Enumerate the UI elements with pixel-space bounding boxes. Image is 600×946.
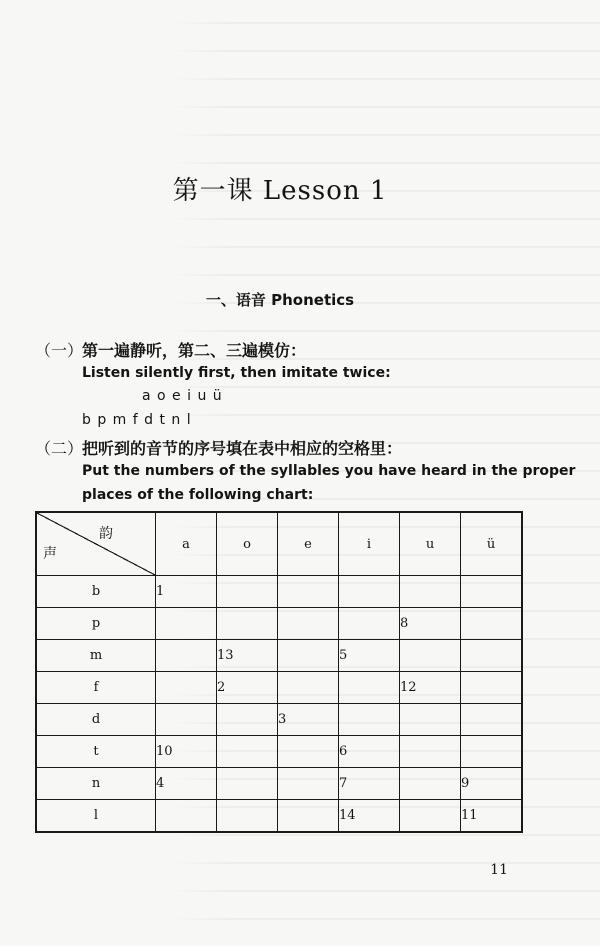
chart-cell bbox=[156, 800, 217, 833]
initial-label: l bbox=[36, 800, 156, 833]
chart-cell bbox=[278, 576, 339, 608]
chart-cell bbox=[400, 576, 461, 608]
initial-label: m bbox=[36, 640, 156, 672]
syllable-chart bbox=[35, 511, 523, 833]
corner-label-initials: 声 bbox=[43, 546, 57, 562]
chart-cell: 1 bbox=[156, 576, 217, 608]
initial-label: d bbox=[36, 704, 156, 736]
chart-cell: 10 bbox=[156, 736, 217, 768]
chart-cell bbox=[461, 704, 523, 736]
consonant-list: b p m f d t n l bbox=[82, 412, 191, 428]
chart-cell bbox=[217, 704, 278, 736]
chart-cell: 11 bbox=[461, 800, 523, 833]
chart-row bbox=[36, 640, 522, 672]
chart-cell bbox=[461, 576, 523, 608]
initial-label: t bbox=[36, 736, 156, 768]
vowel-list: a o e i u ü bbox=[142, 388, 222, 404]
chart-cell: 4 bbox=[156, 768, 217, 800]
chart-cell bbox=[400, 736, 461, 768]
chart-row bbox=[36, 768, 522, 800]
final-header: a bbox=[156, 512, 217, 576]
final-header: ü bbox=[461, 512, 523, 576]
chart-cell: 8 bbox=[400, 608, 461, 640]
initial-label: n bbox=[36, 768, 156, 800]
exercise-2-instruction-en-line2: places of the following chart: bbox=[82, 487, 314, 503]
chart-cell bbox=[278, 608, 339, 640]
chart-row bbox=[36, 608, 522, 640]
final-header: e bbox=[278, 512, 339, 576]
chart-cell bbox=[339, 704, 400, 736]
chart-cell: 9 bbox=[461, 768, 523, 800]
chart-row bbox=[36, 736, 522, 768]
chart-cell: 12 bbox=[400, 672, 461, 704]
chart-cell bbox=[400, 704, 461, 736]
chart-row bbox=[36, 576, 522, 608]
chart-cell bbox=[217, 800, 278, 833]
chart-row bbox=[36, 704, 522, 736]
initial-label: b bbox=[36, 576, 156, 608]
section-title: 一、语音 Phonetics bbox=[205, 291, 355, 309]
chart-row bbox=[36, 800, 522, 833]
chart-cell bbox=[217, 608, 278, 640]
chart-cell: 7 bbox=[339, 768, 400, 800]
chart-cell bbox=[400, 768, 461, 800]
chart-cell: 3 bbox=[278, 704, 339, 736]
lesson-title: 第一课 Lesson 1 bbox=[172, 176, 388, 206]
chart-cell: 14 bbox=[339, 800, 400, 833]
exercise-2-number: （二） bbox=[35, 439, 84, 458]
corner-label-finals: 韵 bbox=[99, 526, 113, 542]
chart-row bbox=[36, 672, 522, 704]
chart-cell bbox=[278, 768, 339, 800]
page-number: 11 bbox=[490, 862, 508, 878]
chart-corner-cell bbox=[36, 512, 156, 576]
chart-cell bbox=[217, 736, 278, 768]
chart-cell bbox=[461, 736, 523, 768]
chart-cell bbox=[278, 736, 339, 768]
chart-cell bbox=[461, 608, 523, 640]
chart-cell bbox=[339, 672, 400, 704]
chart-cell bbox=[217, 576, 278, 608]
initial-label: p bbox=[36, 608, 156, 640]
chart-cell bbox=[278, 672, 339, 704]
final-header: o bbox=[217, 512, 278, 576]
chart-cell bbox=[461, 672, 523, 704]
chart-cell bbox=[461, 640, 523, 672]
chart-cell bbox=[156, 672, 217, 704]
exercise-2-instruction-zh: 把听到的音节的序号填在表中相应的空格里： bbox=[82, 439, 403, 458]
chart-header-row bbox=[36, 512, 522, 576]
chart-cell bbox=[278, 800, 339, 833]
chart-cell bbox=[156, 640, 217, 672]
chart-cell: 5 bbox=[339, 640, 400, 672]
chart-cell: 13 bbox=[217, 640, 278, 672]
chart-cell bbox=[400, 800, 461, 833]
chart-cell bbox=[339, 608, 400, 640]
final-header: i bbox=[339, 512, 400, 576]
chart-cell bbox=[278, 640, 339, 672]
chart-cell bbox=[400, 640, 461, 672]
chart-cell bbox=[156, 608, 217, 640]
initial-label: f bbox=[36, 672, 156, 704]
exercise-2-instruction-en-line1: Put the numbers of the syllables you have heard in the proper bbox=[82, 463, 576, 479]
chart-cell bbox=[339, 576, 400, 608]
exercise-1-number: （一） bbox=[35, 341, 84, 360]
chart-cell: 2 bbox=[217, 672, 278, 704]
chart-cell bbox=[217, 768, 278, 800]
exercise-1-instruction-zh: 第一遍静听，第二、三遍模仿： bbox=[82, 341, 307, 360]
exercise-1-instruction-en: Listen silently first, then imitate twice: bbox=[82, 365, 391, 381]
final-header: u bbox=[400, 512, 461, 576]
chart-cell: 6 bbox=[339, 736, 400, 768]
chart-cell bbox=[156, 704, 217, 736]
